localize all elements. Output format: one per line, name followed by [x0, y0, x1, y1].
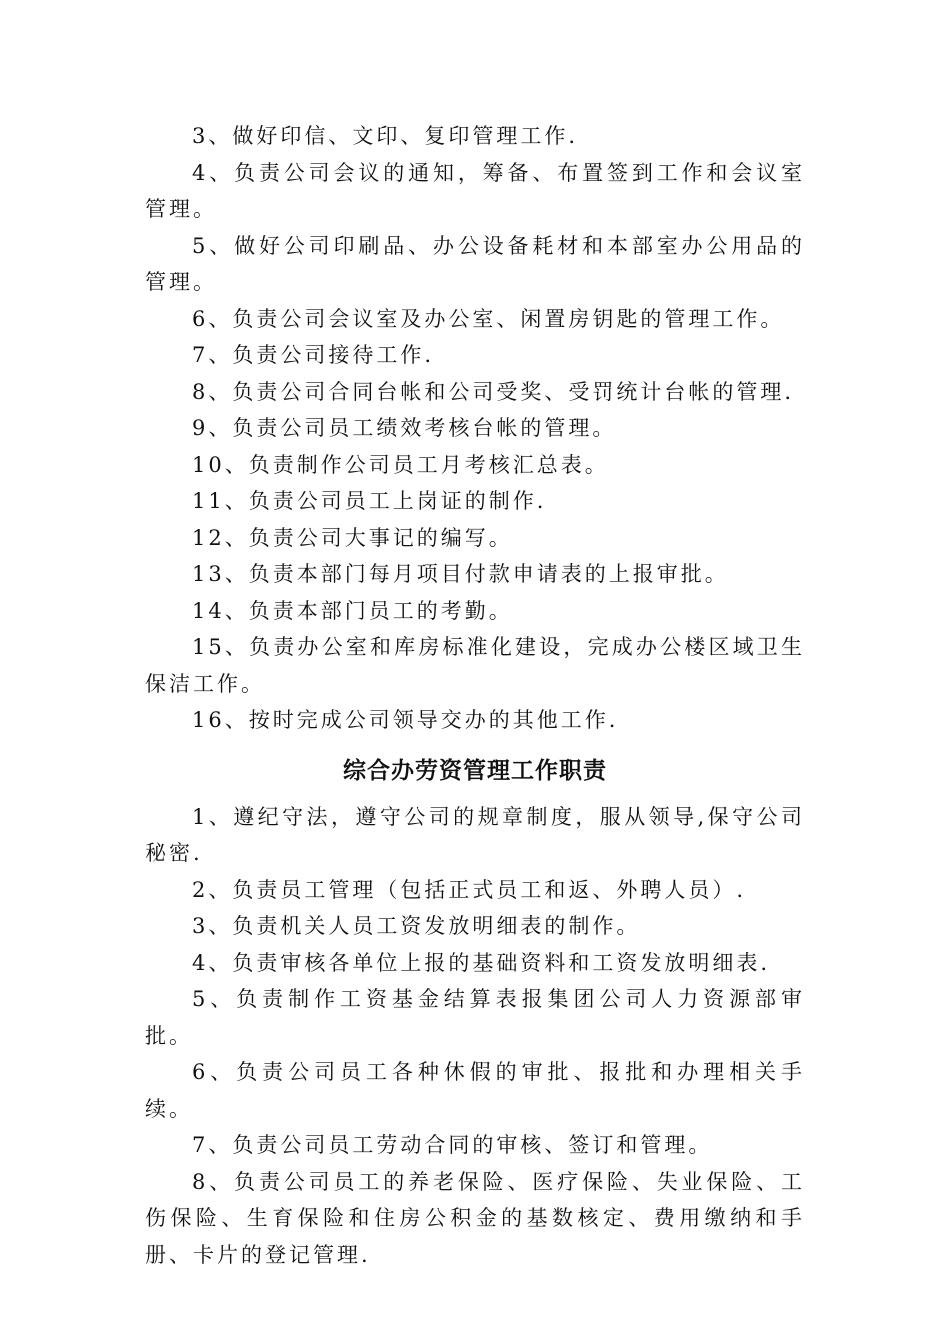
- duty-item-14: 14、负责本部门员工的考勤。: [192, 598, 513, 623]
- labor-item-3: 3、负责机关人员工资发放明细表的制作。: [192, 914, 641, 938]
- labor-item-1: 1、遵纪守法，遵守公司的规章制度，服从领导,保守公司秘密.: [145, 804, 805, 865]
- duty-item-12: 12、负责公司大事记的编写。: [192, 525, 513, 550]
- duty-item-15: 15、负责办公室和库房标准化建设，完成办公楼区域卫生保洁工作。: [145, 635, 805, 696]
- duty-item-7: 7、负责公司接待工作.: [192, 343, 435, 367]
- duty-item-5: 5、做好公司印刷品、办公设备耗材和本部室办公用品的管理。: [145, 233, 805, 294]
- labor-item-6: 6、负责公司员工各种休假的审批、报批和办理相关手续。: [145, 1060, 805, 1121]
- document-page: [145, 118, 805, 1273]
- duty-item-16: 16、按时完成公司领导交办的其他工作.: [192, 708, 619, 732]
- duty-item-9: 9、负责公司员工绩效考核台帐的管理。: [192, 416, 617, 440]
- duty-item-4: 4、负责公司会议的通知，筹备、布置签到工作和会议室管理。: [145, 160, 805, 221]
- duty-item-11: 11、负责公司员工上岗证的制作.: [192, 489, 547, 513]
- section-office-duties: [145, 118, 805, 739]
- labor-item-4: 4、负责审核各单位上报的基础资料和工资发放明细表.: [192, 950, 771, 975]
- labor-item-5: 5、负责制作工资基金结算表报集团公司人力资源部审批。: [145, 987, 805, 1048]
- duty-item-6: 6、负责公司会议室及办公室、闲置房钥匙的管理工作。: [192, 306, 785, 331]
- section-title-labor: 综合办劳资管理工作职责: [343, 757, 607, 784]
- duty-item-3: 3、做好印信、文印、复印管理工作.: [192, 124, 579, 148]
- labor-item-2: 2、负责员工管理（包括正式员工和返、外聘人员）.: [192, 877, 747, 902]
- labor-item-7: 7、负责公司员工劳动合同的审核、签订和管理。: [192, 1133, 713, 1157]
- duty-item-10: 10、负责制作公司员工月考核汇总表。: [192, 452, 609, 477]
- duty-item-13: 13、负责本部门每月项目付款申请表的上报审批。: [192, 562, 729, 586]
- section-labor-duties: [145, 799, 805, 1274]
- labor-item-8: 8、负责公司员工的养老保险、医疗保险、失业保险、工伤保险、生育保险和住房公积金的基数核定、费用缴纳和手册、卡片的登记管理.: [145, 1169, 805, 1267]
- duty-item-8: 8、负责公司合同台帐和公司受奖、受罚统计台帐的管理.: [192, 379, 795, 404]
